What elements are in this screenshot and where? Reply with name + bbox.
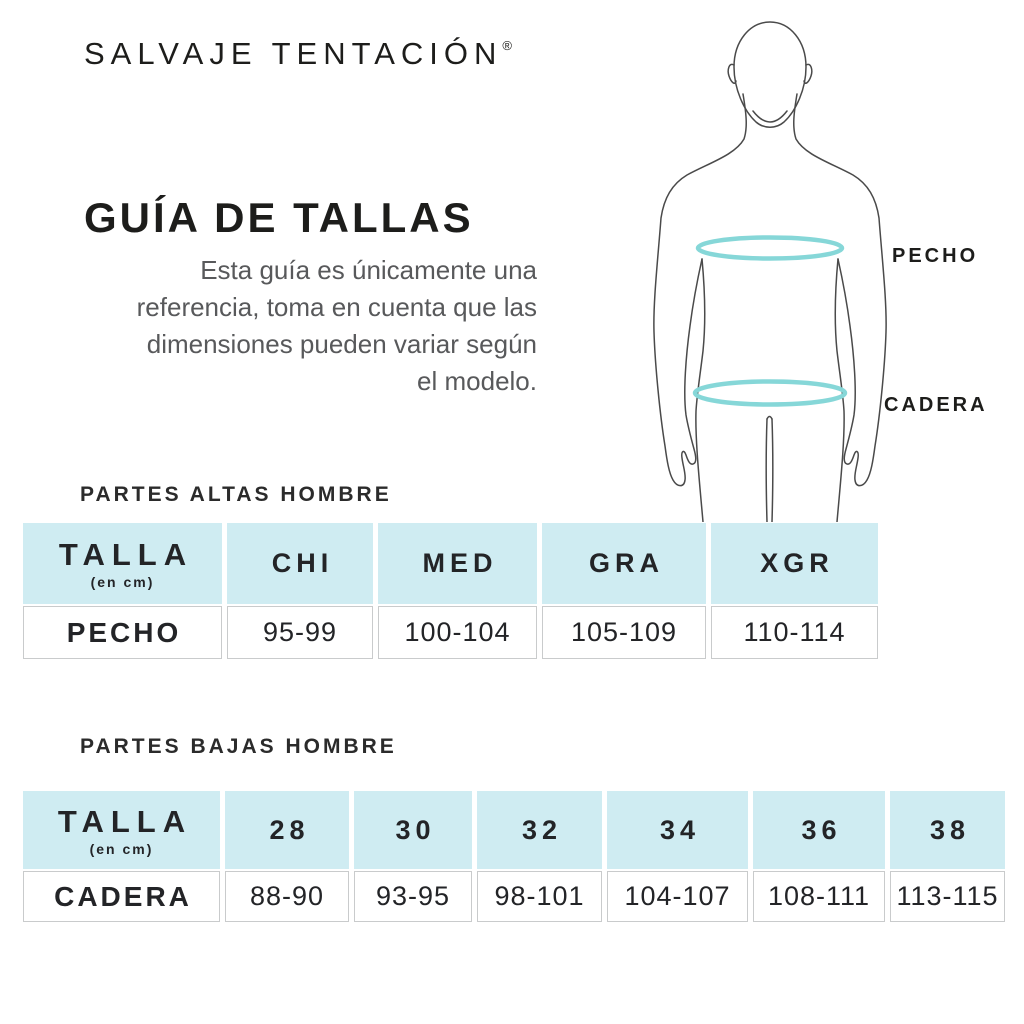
size-label: GRA — [589, 548, 664, 578]
size-label: MED — [422, 548, 498, 578]
value-cell — [227, 606, 373, 659]
measure-range: 104-107 — [624, 881, 731, 911]
header-cell-size — [477, 791, 602, 869]
hip-measure-line — [695, 382, 845, 405]
value-cell — [477, 871, 602, 922]
size-label: 34 — [659, 814, 701, 845]
measure-range: 88-90 — [249, 881, 325, 911]
talla-label: TALLA — [58, 537, 194, 572]
chest-measure-line — [698, 238, 842, 259]
header-cell-size — [354, 791, 472, 869]
measure-range: 108-111 — [767, 881, 871, 911]
measure-range: 105-109 — [570, 617, 678, 647]
measure-range: 93-95 — [375, 881, 451, 911]
value-cell — [354, 871, 472, 922]
size-label: 38 — [929, 814, 971, 845]
size-label: CHI — [271, 548, 334, 578]
row-label-cell — [23, 606, 222, 659]
value-cell — [890, 871, 1005, 922]
measure-name: CADERA — [54, 880, 192, 912]
registered-mark: ® — [502, 38, 512, 53]
measure-range: 110-114 — [743, 617, 846, 647]
measure-range: 95-99 — [262, 617, 338, 647]
brand-logo — [84, 36, 512, 72]
size-label: 32 — [521, 814, 563, 845]
header-cell-size — [753, 791, 885, 869]
brand-name: SALVAJE TENTACIÓN — [84, 36, 503, 71]
section-title-partes-altas: PARTES ALTAS HOMBRE — [80, 483, 392, 506]
talla-label: TALLA — [57, 803, 193, 839]
page-title: GUÍA DE TALLAS — [84, 194, 474, 241]
header-cell-talla — [23, 523, 222, 604]
male-body-outline-illustration — [639, 15, 901, 522]
measurement-lines — [695, 238, 845, 405]
unit-label: (en cm) — [89, 840, 154, 857]
header-cell-size — [225, 791, 349, 869]
unit-label: (en cm) — [90, 574, 155, 590]
measure-name: PECHO — [66, 616, 182, 648]
row-label-cell — [23, 871, 220, 922]
value-cell — [542, 606, 706, 659]
intro-line: referencia, toma en cuenta que las — [136, 292, 537, 322]
hip-label: CADERA — [884, 394, 988, 416]
body-outline — [654, 22, 886, 522]
intro-text — [40, 252, 537, 400]
size-label: XGR — [760, 548, 834, 578]
measure-range: 98-101 — [494, 881, 585, 911]
intro-line: Esta guía es únicamente una — [200, 255, 537, 285]
value-cell — [753, 871, 885, 922]
section-title-partes-bajas: PARTES BAJAS HOMBRE — [80, 735, 397, 758]
measure-range: 113-115 — [896, 881, 999, 911]
header-cell-talla — [23, 791, 220, 869]
lower-size-table — [23, 791, 1005, 922]
header-cell-size — [227, 523, 373, 604]
size-label: 28 — [269, 814, 310, 845]
chest-label: PECHO — [892, 245, 979, 267]
intro-line: dimensiones pueden variar según — [146, 329, 537, 359]
upper-size-table — [23, 523, 878, 659]
size-label: 36 — [801, 814, 842, 845]
header-cell-size — [890, 791, 1005, 869]
header-cell-size — [542, 523, 706, 604]
header-cell-size — [711, 523, 878, 604]
intro-line: el modelo. — [417, 366, 537, 396]
measure-range: 100-104 — [404, 617, 511, 647]
size-label: 30 — [395, 814, 436, 845]
value-cell — [378, 606, 537, 659]
header-cell-size — [607, 791, 748, 869]
value-cell — [225, 871, 349, 922]
value-cell — [607, 871, 748, 922]
value-cell — [711, 606, 878, 659]
header-cell-size — [378, 523, 537, 604]
